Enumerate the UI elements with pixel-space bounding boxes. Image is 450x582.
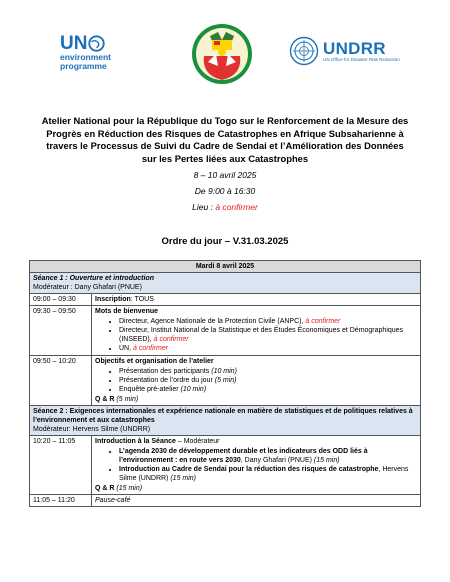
row-title: Inscription <box>95 296 131 303</box>
time-cell: 09:00 – 09:30 <box>30 294 92 306</box>
row-title: Introduction à la Séance <box>95 438 176 445</box>
list-item: • Introduction au Cadre de Sendai pour la réduction des risques de catastrophe, Hervens Silme (UNDRR) (15 min) <box>119 465 417 483</box>
session-1-row <box>30 273 421 294</box>
un-emblem-icon <box>289 36 319 66</box>
qa-line: Q & R (15 min) <box>95 485 143 492</box>
qa-line: Q & R (5 min) <box>95 396 139 403</box>
time-cell: 09:30 – 09:50 <box>30 306 92 356</box>
event-hours: De 9:00 à 16:30 <box>194 186 256 196</box>
table-row <box>30 356 421 406</box>
unep-logo <box>60 34 111 71</box>
location-label: Lieu : <box>192 202 216 212</box>
content-cell <box>92 294 421 306</box>
session-2-row <box>30 406 421 436</box>
time-cell: 11:05 – 11:20 <box>30 495 92 507</box>
table-row <box>30 306 421 356</box>
globe-icon <box>88 35 105 52</box>
table-row <box>30 495 421 507</box>
day-header: Mardi 8 avril 2025 <box>30 261 421 273</box>
list-item: • Présentation des participants (10 min) <box>119 367 417 376</box>
list-item: • Directeur, Agence Nationale de la Protection Civile (ANPC), à confirmer <box>119 317 417 326</box>
session-1-cell <box>30 273 421 294</box>
session-1-title: Séance 1 : Ouverture et introduction <box>33 275 154 282</box>
header-logos <box>0 0 450 100</box>
unep-line2: programme <box>60 61 107 71</box>
session-2-title: Séance 2 : Exigences internationales et expérience nationale en matière de statistiques et de politiques relatives à l’environnement et aux catastrophes <box>33 408 413 424</box>
unep-line1: environment <box>60 52 112 62</box>
togo-seal-icon <box>190 22 254 86</box>
list-item: • Enquête pré-atelier (10 min) <box>119 385 417 394</box>
table-row <box>30 294 421 306</box>
content-cell <box>92 356 421 406</box>
undrr-logo <box>289 36 400 66</box>
list-item: • Directeur, Institut National de la Statistique et des Études Économiques et Démographiques (INSEED), à confirmer <box>119 326 417 344</box>
row-title: Objectifs et organisation de l’atelier <box>95 358 214 365</box>
event-location <box>0 202 450 212</box>
table-row <box>30 436 421 495</box>
row-title: Mots de bienvenue <box>95 308 159 315</box>
list-item: • L’agenda 2030 de développement durable et les indicateurs des ODD liés à l’environnement : en route vers 2030, Dany Ghafari (PNUE) (15 min) <box>119 447 417 465</box>
content-cell: Introduction à la Séance – Modérateur • L’agenda 2030 de développement durable et les indicateurs des ODD liés à l’environnement : en route vers 2030, Dany Ghafari (PNUE) (15 min) • Introduction au Cadre de Sendai pour la réduction des risques de catastrophe, Hervens Silme (UNDRR) (15 min) Q & R (15 min) <box>92 436 421 495</box>
session-2-cell <box>30 406 421 436</box>
undrr-name: UNDRR <box>323 38 386 58</box>
location-value: à confirmer <box>215 202 258 212</box>
list-item: • Présentation de l’ordre du jour (5 min) <box>119 376 417 385</box>
row-text: : TOUS <box>130 296 154 303</box>
event-dates: 8 – 10 avril 2025 <box>193 170 257 180</box>
document-title: Atelier National pour la République du Togo sur le Renforcement de la Mesure des Progrès en Réduction des Risques de Catastrophes en Afrique Subsaharienne à travers le Processus de Suivi du Cadre de Sendai et l’Amélioration des Données sur les Pertes liées aux Catastrophes <box>41 115 409 164</box>
time-cell: 10:20 – 11:05 <box>30 436 92 495</box>
day-header-row <box>30 261 421 273</box>
content-cell <box>92 306 421 356</box>
session-1-moderator: Modérateur : Dany Ghafari (PNUE) <box>33 284 142 291</box>
content-cell: Pause-café <box>92 495 421 507</box>
undrr-subtitle: UN Office for Disaster Risk Reduction <box>323 56 400 62</box>
agenda-heading: Ordre du jour – V.31.03.2025 <box>161 236 289 247</box>
time-cell: 09:50 – 10:20 <box>30 356 92 406</box>
list-item: • UN, à confirmer <box>119 344 417 353</box>
agenda-table <box>29 260 421 507</box>
session-2-moderator: Modérateur: Hervens Silme (UNDRR) <box>33 426 151 433</box>
unep-un-text: UN <box>60 33 88 54</box>
